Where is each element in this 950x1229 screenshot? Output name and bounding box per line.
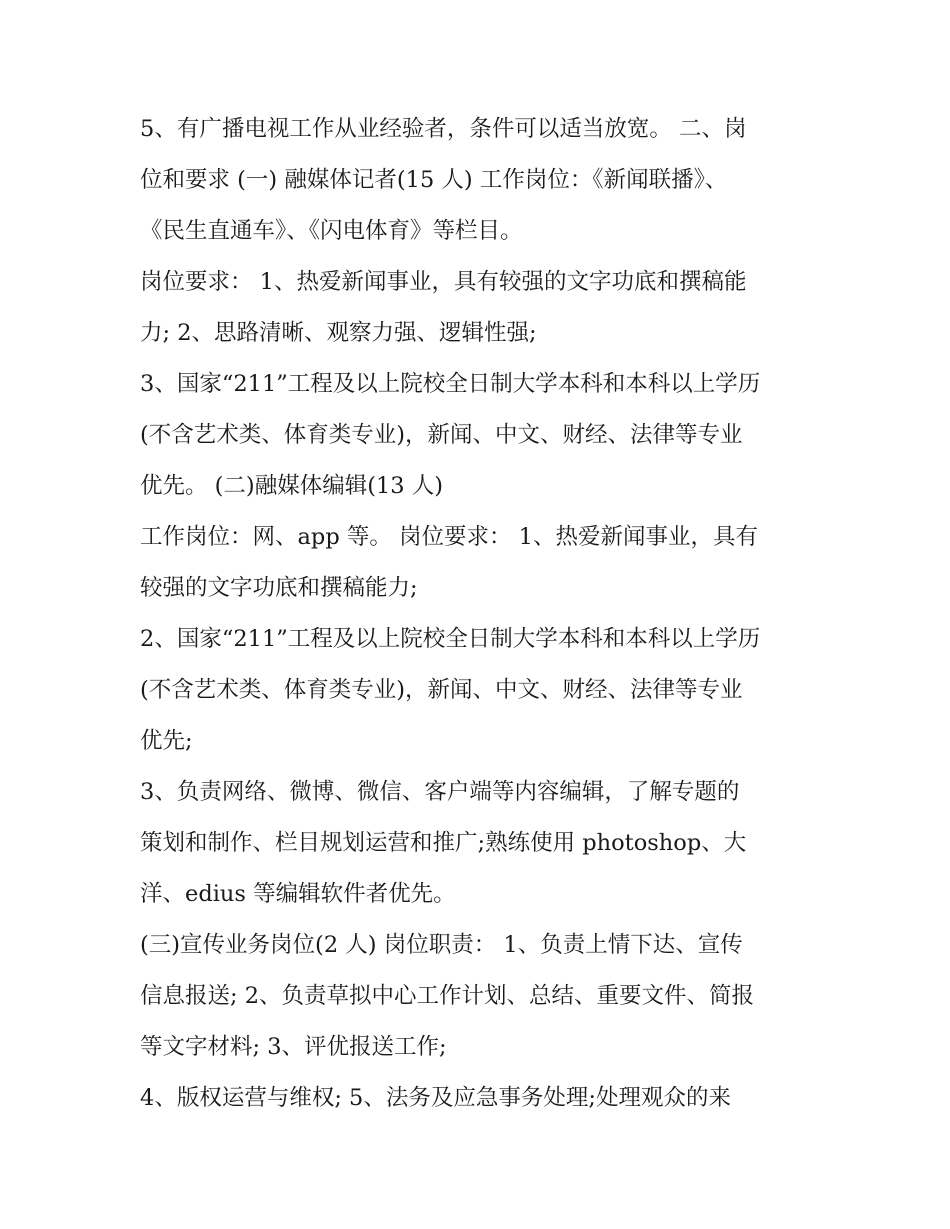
- paragraph-2: [140, 257, 820, 359]
- text-line: 力; 2、思路清晰、观察力强、逻辑性强;: [140, 320, 537, 346]
- text-line: 较强的文字功底和撰稿能力;: [140, 575, 418, 601]
- text-line: (三)宣传业务岗位(2 人) 岗位职责： 1、负责上情下达、宣传: [140, 932, 743, 958]
- text-line: 优先。 (二)融媒体编辑(13 人): [140, 473, 444, 499]
- text-line: 工作岗位：网、app 等。 岗位要求： 1、热爱新闻事业，具有: [140, 524, 758, 550]
- document-body: [140, 104, 820, 1124]
- text-line: 等文字材料; 3、评优报送工作;: [140, 1034, 447, 1060]
- paragraph-6: [140, 767, 820, 920]
- text-line: 位和要求 (一) 融媒体记者(15 人) 工作岗位：《新闻联播》、: [140, 167, 728, 193]
- text-line: 3、负责网络、微博、微信、客户端等内容编辑，了解专题的: [140, 779, 740, 805]
- paragraph-4: [140, 512, 820, 614]
- text-line: 优先;: [140, 728, 193, 754]
- text-line: 洋、edius 等编辑软件者优先。: [140, 881, 456, 907]
- text-line: 4、版权运营与维权; 5、法务及应急事务处理;处理观众的来: [140, 1085, 731, 1111]
- text-line: 信息报送; 2、负责草拟中心工作计划、总结、重要文件、简报: [140, 983, 755, 1009]
- paragraph-3: [140, 359, 820, 512]
- text-line: 2、国家“211”工程及以上院校全日制大学本科和本科以上学历: [140, 626, 761, 652]
- text-line: 3、国家“211”工程及以上院校全日制大学本科和本科以上学历: [140, 371, 761, 397]
- paragraph-8: [140, 1073, 820, 1124]
- text-line: (不含艺术类、体育类专业)，新闻、中文、财经、法律等专业: [140, 677, 743, 703]
- text-line: (不含艺术类、体育类专业)，新闻、中文、财经、法律等专业: [140, 422, 743, 448]
- text-line: 岗位要求： 1、热爱新闻事业，具有较强的文字功底和撰稿能: [140, 269, 747, 295]
- paragraph-5: [140, 614, 820, 767]
- paragraph-1: [140, 104, 820, 257]
- paragraph-7: [140, 920, 820, 1073]
- text-line: 《民生直通车》、《闪电体育》等栏目。: [140, 218, 523, 244]
- text-line: 策划和制作、栏目规划运营和推广;熟练使用 photoshop、大: [140, 830, 747, 856]
- text-line: 5、有广播电视工作从业经验者，条件可以适当放宽。 二、岗: [140, 116, 747, 142]
